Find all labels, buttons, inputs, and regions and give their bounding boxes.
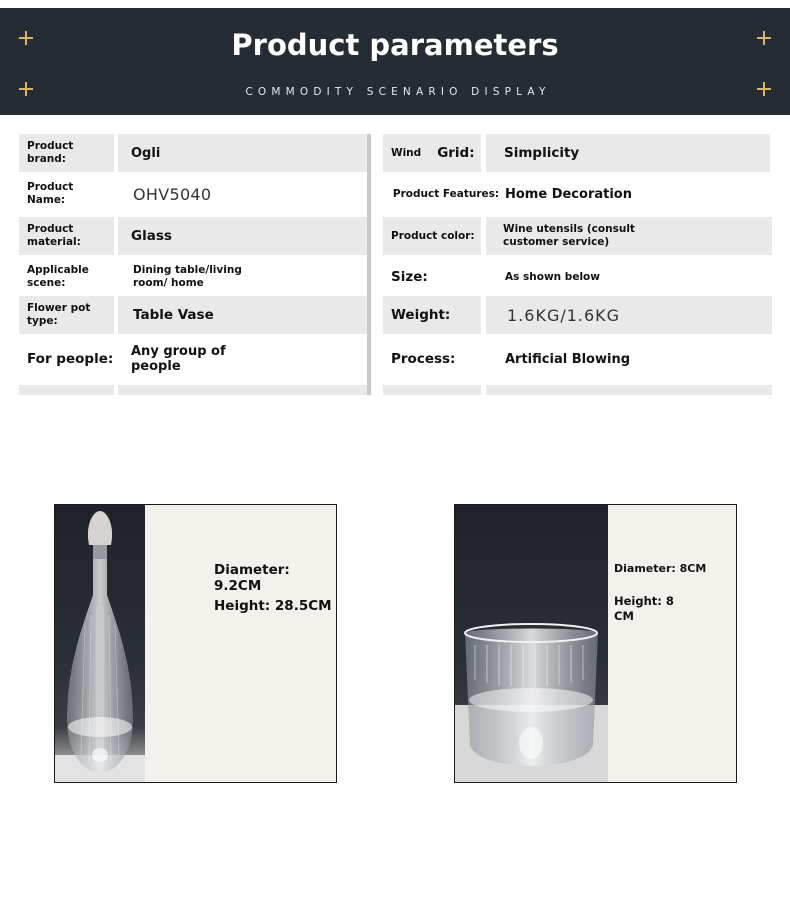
people-label: For people:	[27, 350, 114, 367]
color-value: Wine utensils (consult customer service)	[486, 217, 772, 255]
size-label: Size:	[391, 268, 428, 285]
product-panel-cup	[454, 504, 737, 783]
material-value: Glass	[118, 217, 367, 255]
header-banner	[0, 8, 790, 115]
features-value: Home Decoration	[505, 186, 632, 202]
cup-diameter: Diameter: 8CM	[614, 562, 707, 575]
product-panel-decanter	[54, 504, 337, 783]
table-footer-cell	[486, 385, 772, 395]
page-title: Product parameters	[231, 28, 559, 62]
table-divider	[367, 134, 371, 395]
decanter-height: Height: 28.5CM	[214, 598, 332, 614]
process-value: Artificial Blowing	[505, 351, 631, 367]
pot-label: Flower pot type:	[19, 296, 114, 334]
material-label: Product material:	[19, 217, 114, 255]
grid-label: Grid:	[437, 144, 475, 161]
process-label: Process:	[391, 350, 456, 367]
page-subtitle: COMMODITY SCENARIO DISPLAY	[245, 86, 551, 98]
size-value: As shown below	[505, 270, 600, 283]
wind-label: Wind	[391, 146, 422, 159]
people-value: Any group of people	[131, 344, 226, 374]
wind-grid-value: Simplicity	[486, 134, 770, 172]
decanter-diameter: Diameter: 9.2CM	[214, 562, 290, 594]
name-value: OHV5040	[133, 184, 212, 204]
weight-label: Weight:	[383, 296, 481, 334]
cup-photo	[455, 505, 608, 782]
table-footer-cell	[19, 385, 114, 395]
cup-image	[455, 505, 608, 782]
scene-label: Applicable scene:	[27, 264, 89, 289]
table-footer-cell	[118, 385, 367, 395]
pot-value: Table Vase	[118, 296, 367, 334]
table-footer-cell	[383, 385, 481, 395]
cup-height: Height: 8 CM	[614, 594, 674, 623]
scene-value: Dining table/living room/ home	[133, 264, 242, 289]
decanter-photo	[55, 505, 145, 782]
wind-grid-label	[383, 134, 481, 172]
color-label: Product color:	[383, 217, 481, 255]
decanter-image	[55, 505, 145, 782]
name-label: Product Name:	[27, 181, 74, 206]
brand-value: Ogli	[118, 134, 367, 172]
features-label: Product Features:	[392, 187, 500, 200]
brand-label: Product brand:	[19, 134, 114, 172]
weight-value: 1.6KG/1.6KG	[486, 296, 772, 334]
